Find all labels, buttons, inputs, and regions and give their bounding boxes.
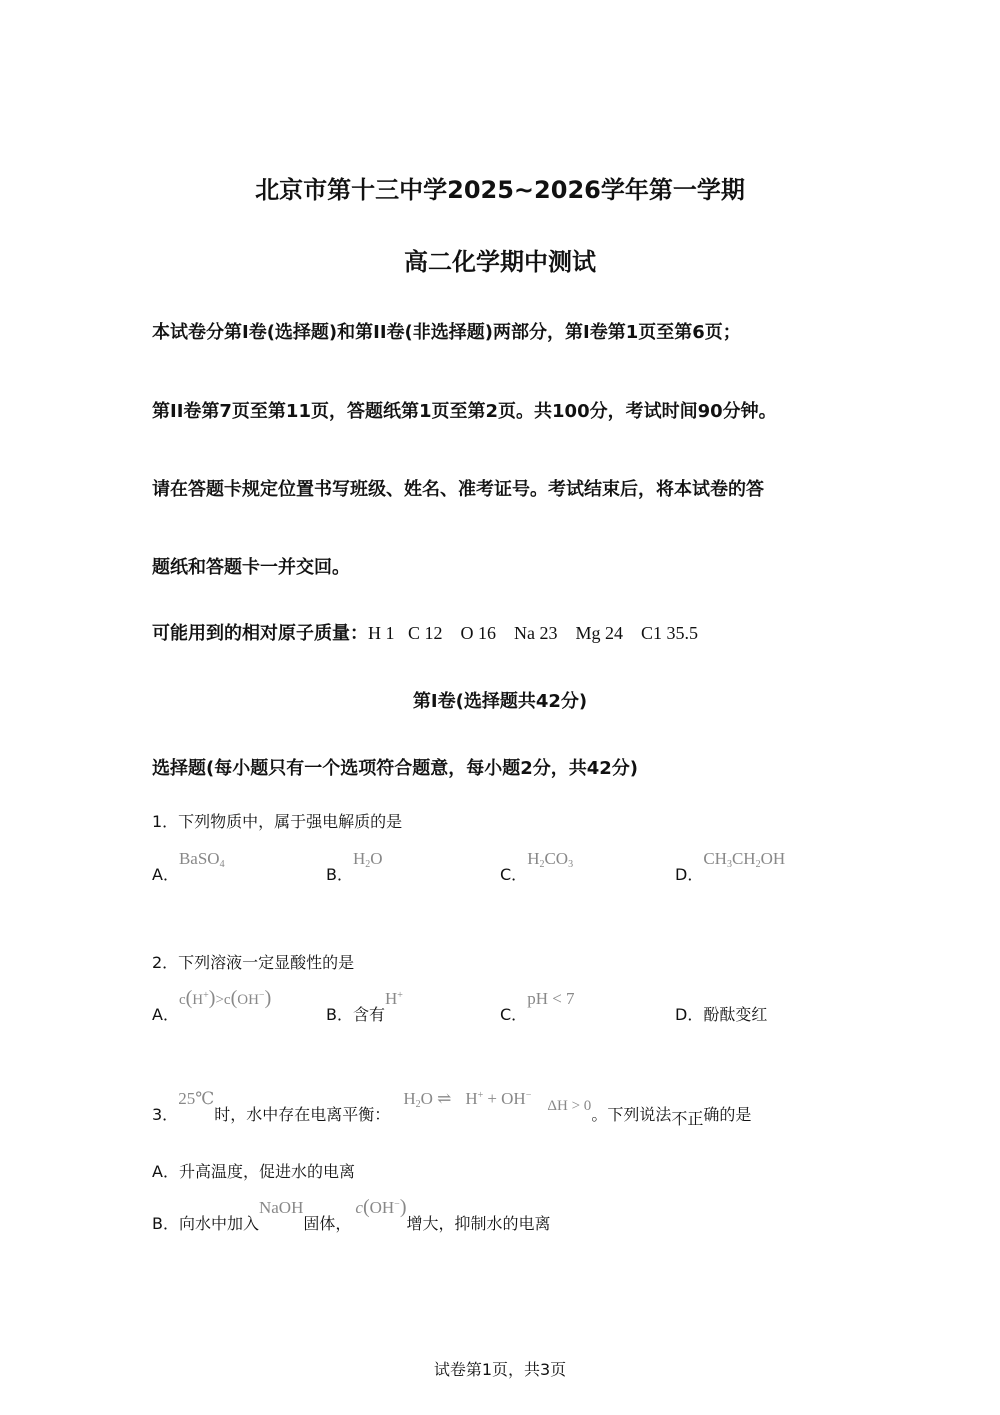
page-footer: 试卷第1页，共3页 — [433, 1360, 567, 1379]
option-formula: $H_2CO_3$ — [527, 849, 574, 870]
option-label: A． — [152, 865, 179, 884]
option-formula: $H_2O$ — [352, 849, 383, 870]
option-label: A． — [152, 1005, 179, 1024]
question-2-option-b[interactable] — [326, 986, 403, 1024]
option-label: C． — [500, 1005, 528, 1024]
intro-line-4: 题纸和答题卡一并交回。 — [152, 557, 350, 578]
option-formula: $CH_3CH_2OH$ — [703, 849, 786, 870]
question-2-option-a[interactable] — [152, 986, 272, 1024]
option-label: C． — [500, 865, 528, 884]
intro-line-3: 请在答题卡规定位置书写班级、姓名、准考证号。考试结束后，将本试卷的答 — [152, 479, 764, 500]
not-emphasis: 不正 — [671, 1109, 704, 1128]
question-1-option-c[interactable] — [500, 846, 574, 884]
exam-subtitle: 高二化学期中测试 — [404, 248, 596, 276]
question-3-option-b[interactable]: B．向水中加入NaOH固体，c(OH−)增大，抑制水的电离 — [152, 1196, 551, 1233]
option-label: D． — [675, 1005, 704, 1024]
question-1-stem: 1．下列物质中，属于强电解质的是 — [152, 812, 403, 831]
question-1-option-d[interactable] — [675, 846, 786, 884]
question-1-option-b[interactable] — [326, 846, 383, 884]
option-label: B．含有 — [326, 1005, 385, 1024]
question-3-stem: 3．25℃时，水中存在电离平衡： $H_2O$ ⇌ H+ + OH−ΔH > 0。下列说法不正确的是 — [152, 1089, 752, 1128]
option-formula: pH < 7 — [527, 989, 575, 1008]
question-2-stem: 2．下列溶液一定显酸性的是 — [152, 953, 355, 972]
option-label: D． — [675, 865, 704, 884]
exam-title: 北京市第十三中学2025~2026学年第一学期 — [255, 176, 745, 204]
question-2-option-d[interactable] — [675, 1002, 767, 1025]
option-text: 酚酞变红 — [703, 1005, 768, 1024]
intro-line-1: 本试卷分第I卷(选择题)和第II卷(非选择题)两部分，第I卷第1页至第6页； — [152, 322, 741, 343]
section-title: 第I卷(选择题共42分) — [412, 691, 588, 712]
temperature: 25℃ — [178, 1089, 215, 1108]
enthalpy-change: ΔH > 0 — [547, 1098, 592, 1114]
intro-line-2: 第II卷第7页至第11页，答题纸第1页至第2页。共100分，考试时间90分钟。 — [152, 401, 777, 422]
option-formula: NaOH — [258, 1198, 304, 1217]
atomic-masses-label: 可能用到的相对原子质量： — [152, 623, 368, 644]
section-note: 选择题(每小题只有一个选项符合题意，每小题2分，共42分) — [152, 758, 639, 779]
atomic-masses — [152, 619, 698, 645]
option-formula: c(H+)>c(OH−) — [178, 987, 272, 1009]
question-2-option-c[interactable] — [500, 986, 575, 1024]
ionization-equation: $H_2O$ ⇌ H+ + OH− — [403, 1089, 532, 1110]
option-formula: H+ — [384, 989, 403, 1008]
question-1-option-a[interactable] — [152, 846, 225, 884]
option-label: B． — [326, 865, 353, 884]
question-3-option-a[interactable]: A．升高温度，促进水的电离 — [152, 1162, 355, 1181]
hydroxide-concentration: c(OH−) — [355, 1196, 407, 1218]
atomic-masses-values: H 1 C 12 O 16 Na 23 Mg 24 C1 35.5 — [368, 623, 699, 643]
option-formula: BaSO$_4$ — [178, 849, 225, 870]
